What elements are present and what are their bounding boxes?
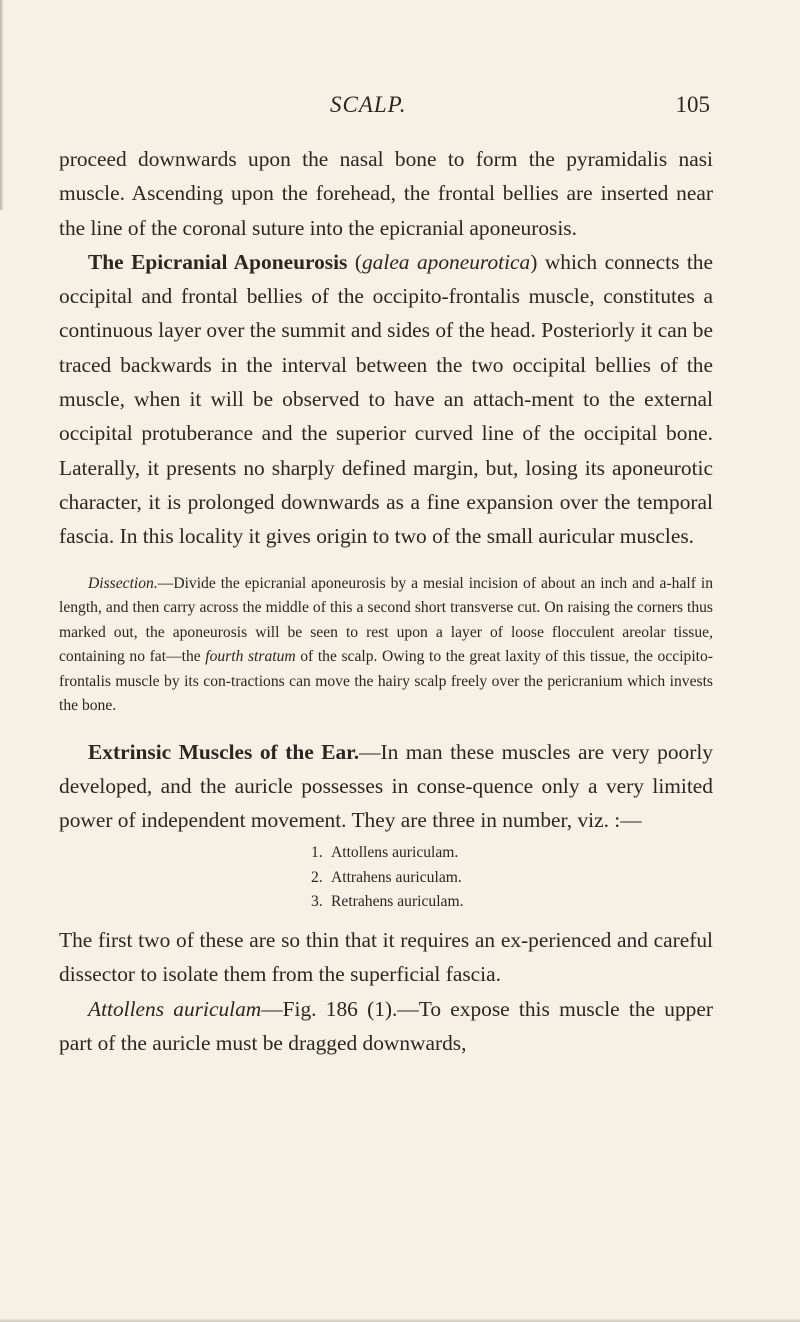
paragraph-extrinsic-muscles <box>59 735 713 838</box>
list-item <box>311 890 713 915</box>
page-body <box>59 142 713 1060</box>
section-heading-epicranial-aponeurosis: The Epicranial Aponeurosis <box>88 249 348 274</box>
page-edge-shadow <box>0 0 4 210</box>
spacer <box>59 554 713 572</box>
paragraph-text: —In man these muscles are very poorly developed, and the auricle possesses in conse-quence only a very limited power of independent movement. They are three in number, viz. :— <box>59 739 713 833</box>
list-item-number: 2. <box>311 868 323 886</box>
header-title: SCALP. <box>330 92 407 117</box>
list-item-number: 3. <box>311 893 323 911</box>
term-fourth-stratum: fourth stratum <box>205 648 296 666</box>
auricular-muscle-list <box>59 841 713 915</box>
paragraph-epicranial-aponeurosis <box>59 245 713 554</box>
list-item-name: Attollens auriculam. <box>331 844 459 862</box>
latin-term-galea: galea aponeurotica <box>361 249 531 274</box>
section-heading-extrinsic-muscles: Extrinsic Muscles of the Ear. <box>88 739 360 764</box>
list-item-name: Retrahens auriculam. <box>331 893 464 911</box>
list-item <box>311 841 713 866</box>
paragraph-nasal-frontal <box>59 142 713 245</box>
dissection-text-b: of the scalp. Owing to the great laxity of this tissue, the occipito-frontalis muscle by its con-tractions can move the hairy scalp freely over the pericranium which invests the bone. <box>59 648 713 715</box>
paragraph-text: proceed downwards upon the nasal bone to form the pyramidalis nasi muscle. Ascending upon the forehead, the frontal bellies are inserted near the line of the coronal suture into the epicranial aponeurosis. <box>59 147 713 240</box>
list-item-name: Attrahens auriculam. <box>331 868 462 886</box>
paragraph-text: —Fig. 186 (1).—To expose this muscle the upper part of the auricle must be dragged downwards, <box>59 996 713 1055</box>
spacer <box>59 719 713 735</box>
dissection-text-a: —Divide the epicranial aponeurosis by a mesial incision of about an inch and a-half in length, and then carry across the middle of this a second short transverse cut. On raising the corners thus marked out, the aponeurosis will be seen to rest upon a layer of loose flocculent areolar tissue, containing no fat—the <box>59 574 713 666</box>
dissection-label: Dissection. <box>88 574 158 592</box>
list-item <box>311 866 713 891</box>
open-parenthesis: ( <box>347 249 362 274</box>
page-bottom-shadow <box>0 1318 800 1322</box>
paragraph-text: ) which connects the occipital and frontal bellies of the occipito-frontalis muscle, constitutes a continuous layer over the summit and sides of the head. Posteriorly it can be traced backwards in the interval between the two occipital bellies of the muscle, when it will be observed to have an attach-ment to the external occipital protuberance and the superior curved line of the occipital bone. Laterally, it presents no sharply defined margin, but, losing its aponeurotic character, it is prolonged downwards as a fine expansion over the temporal fascia. In this locality it gives origin to two of the small auricular muscles. <box>59 249 713 549</box>
page-number: 105 <box>675 92 710 117</box>
paragraph-text: The first two of these are so thin that it requires an ex-perienced and careful dissector to isolate them from the superficial fascia. <box>59 927 713 987</box>
list-item-number: 1. <box>311 844 323 862</box>
paragraph-attollens <box>59 992 713 1061</box>
paragraph-first-two <box>59 923 713 992</box>
attollens-label: Attollens auriculam <box>88 996 262 1021</box>
running-header <box>60 92 710 122</box>
dissection-note <box>59 572 713 719</box>
